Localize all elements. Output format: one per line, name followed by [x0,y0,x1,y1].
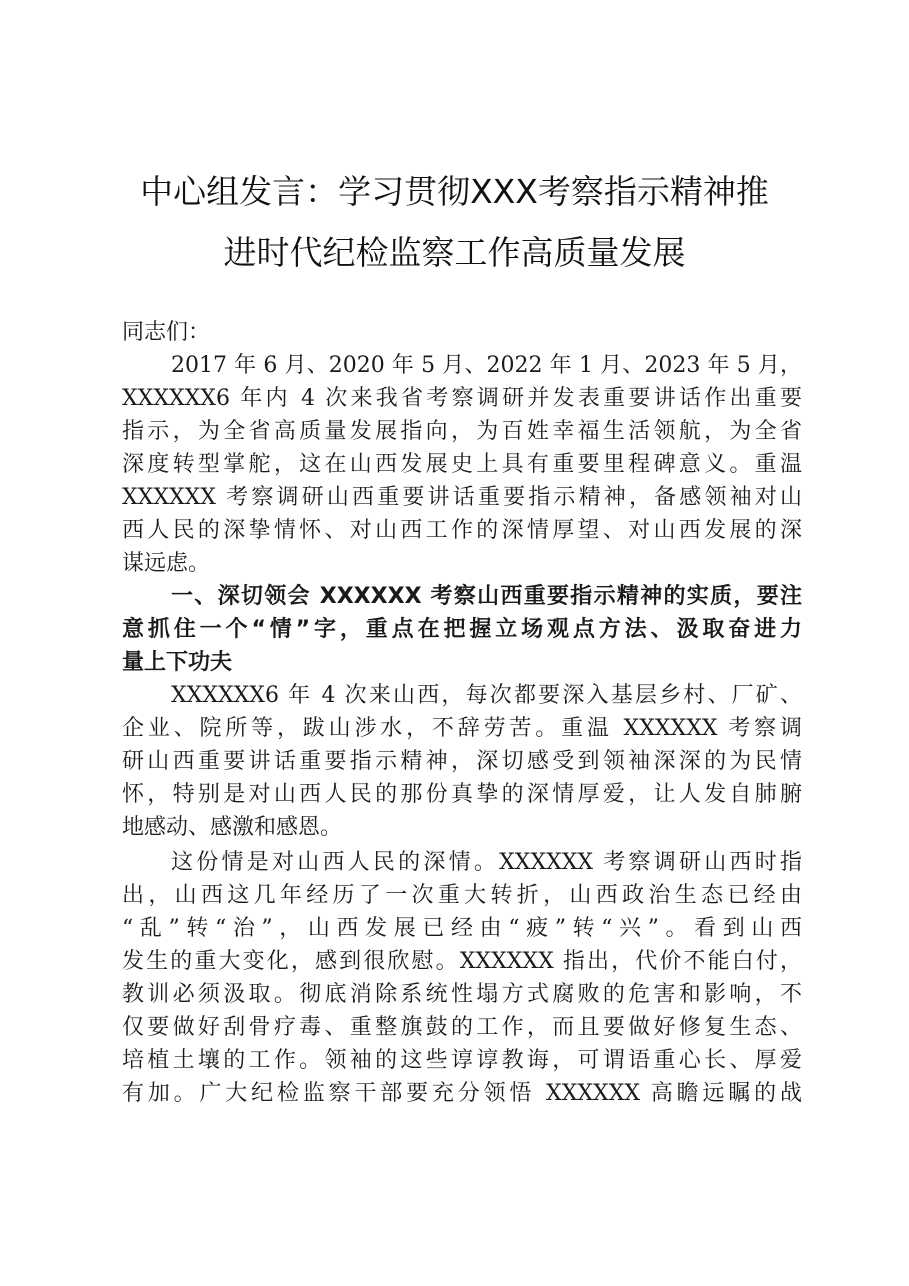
paragraph-3-line: 培植土壤的工作。领袖的这些谆谆教诲，可谓语重心长、厚爱 [122,1048,802,1073]
section-heading-line: 意抓住一个“情”字，重点在把握立场观点方法、汲取奋进力 [122,617,802,642]
paragraph-1-line: 指示，为全省高质量发展指向，为百姓幸福生活领航，为全省 [122,419,802,444]
paragraph-3-line: 出，山西这几年经历了一次重大转折，山西政治生态已经由 [122,883,802,908]
paragraph-1-line: 深度转型掌舵，这在山西发展史上具有重要里程碑意义。重温 [122,452,802,477]
salutation: 同志们： [122,320,211,345]
paragraph-1-line: 西人民的深挚情怀、对山西工作的深情厚望、对山西发展的深 [122,518,802,543]
document-title-line-2: 进时代纪检监察工作高质量发展 [223,233,686,272]
section-heading-line: 量上下功夫 [122,650,233,675]
paragraph-3-line: 教训必须汲取。彻底消除系统性塌方式腐败的危害和影响，不 [122,982,802,1007]
paragraph-3-line: 仅要做好刮骨疗毒、重整旗鼓的工作，而且要做好修复生态、 [122,1015,802,1040]
paragraph-2-line: 地感动、感激和感恩。 [122,815,343,840]
paragraph-3-line: “乱”转“治”，山西发展已经由“疲”转“兴”。看到山西 [122,916,802,941]
paragraph-1-line: XXXXXX 考察调研山西重要讲话重要指示精神，备感领袖对山 [122,485,802,510]
paragraph-2-line: XXXXXX6 年 4 次来山西，每次都要深入基层乡村、厂矿、 [171,683,802,708]
document-title-line-1: 中心组发言：学习贯彻XXX考察指示精神推 [140,172,769,211]
paragraph-2-line: 研山西重要讲话重要指示精神，深切感受到领袖深深的为民情 [122,749,802,774]
section-heading-line: 一、深切领会 XXXXXX 考察山西重要指示精神的实质，要注 [171,584,802,609]
paragraph-3-line: 发生的重大变化，感到很欣慰。XXXXXX 指出，代价不能白付， [122,949,802,974]
paragraph-3-line: 这份情是对山西人民的深情。XXXXXX 考察调研山西时指 [171,850,802,875]
paragraph-1-line: 谋远虑。 [122,551,211,576]
paragraph-2-line: 企业、院所等，跋山涉水，不辞劳苦。重温 XXXXXX 考察调 [122,716,802,741]
paragraph-1-line: 2017 年 6 月、2020 年 5 月、2022 年 1 月、2023 年 5 月， [171,353,802,378]
paragraph-3-line: 有加。广大纪检监察干部要充分领悟 XXXXXX 高瞻远瞩的战 [122,1081,802,1106]
paragraph-2-line: 怀，特别是对山西人民的那份真挚的深情厚爱，让人发自肺腑 [122,782,802,807]
paragraph-1-line: XXXXXX6 年内 4 次来我省考察调研并发表重要讲话作出重要 [122,386,802,411]
